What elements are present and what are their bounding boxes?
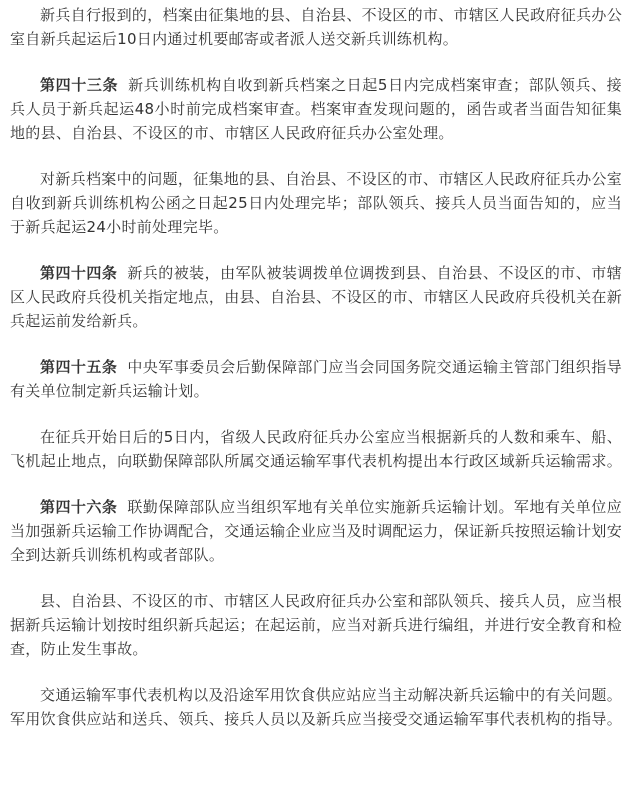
paragraph-text: 在征兵开始日后的5日内，省级人民政府征兵办公室应当根据新兵的人数和乘车、船、飞机起止地点，向联勤保障部队所属交通运输军事代表机构提出本行政区域新兵运输需求。 xyxy=(10,428,623,470)
paragraph-article-44 xyxy=(10,261,622,333)
paragraph-text: 对新兵档案中的问题，征集地的县、自治县、不设区的市、市辖区人民政府征兵办公室自收到新兵训练机构公函之日起25日内处理完毕；部队领兵、接兵人员当面告知的，应当于新兵起运24小时前处理完毕。 xyxy=(10,170,622,236)
paragraph-article-45 xyxy=(10,355,622,403)
article-number: 第四十三条 xyxy=(40,76,119,94)
article-number: 第四十六条 xyxy=(40,498,118,516)
paragraph-1 xyxy=(10,3,622,51)
paragraph-6 xyxy=(10,425,622,473)
paragraph-text: 中央军事委员会后勤保障部门应当会同国务院交通运输主管部门组织指导有关单位制定新兵运输计划。 xyxy=(10,358,622,400)
paragraph-text: 联勤保障部队应当组织军地有关单位实施新兵运输计划。军地有关单位应当加强新兵运输工作协调配合，交通运输企业应当及时调配运力，保证新兵按照运输计划安全到达新兵训练机构或者部队。 xyxy=(10,498,623,564)
paragraph-text: 新兵训练机构自收到新兵档案之日起5日内完成档案审查；部队领兵、接兵人员于新兵起运48小时前完成档案审查。档案审查发现问题的，函告或者当面告知征集地的县、自治县、不设区的市、市辖区人民政府征兵办公室处理。 xyxy=(10,76,622,142)
paragraph-article-43 xyxy=(10,73,622,145)
paragraph-text: 县、自治县、不设区的市、市辖区人民政府征兵办公室和部队领兵、接兵人员，应当根据新兵运输计划按时组织新兵起运；在起运前，应当对新兵进行编组，并进行安全教育和检查，防止发生事故。 xyxy=(10,592,623,658)
paragraph-9 xyxy=(10,683,622,731)
paragraph-article-46 xyxy=(10,495,622,567)
paragraph-8 xyxy=(10,589,622,661)
paragraph-text: 新兵的被装，由军队被装调拨单位调拨到县、自治县、不设区的市、市辖区人民政府兵役机关指定地点，由县、自治县、不设区的市、市辖区人民政府兵役机关在新兵起运前发给新兵。 xyxy=(10,264,623,330)
paragraph-3 xyxy=(10,167,622,239)
paragraph-text: 交通运输军事代表机构以及沿途军用饮食供应站应当主动解决新兵运输中的有关问题。军用饮食供应站和送兵、领兵、接兵人员以及新兵应当接受交通运输军事代表机构的指导。 xyxy=(10,686,623,728)
paragraph-text: 新兵自行报到的，档案由征集地的县、自治县、不设区的市、市辖区人民政府征兵办公室自新兵起运后10日内通过机要邮寄或者派人送交新兵训练机构。 xyxy=(10,6,622,48)
article-number: 第四十五条 xyxy=(40,358,118,376)
article-number: 第四十四条 xyxy=(40,264,118,282)
